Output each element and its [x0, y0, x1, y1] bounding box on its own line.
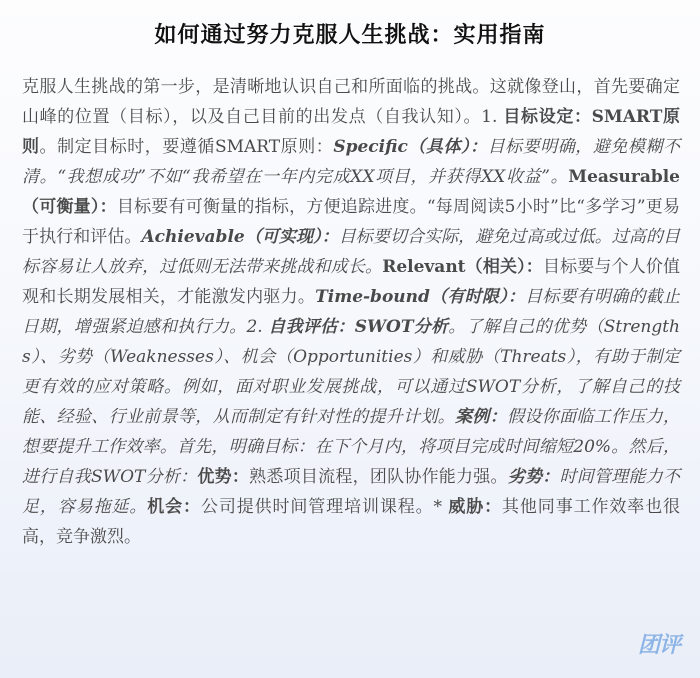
text-segment: 。了解自己的优势（Strengths）、劣势（Weaknesses）、机会（Opportunities）和威胁（Threats），有助于制定更有效的应对策略。例如，面对职业发展挑战，可以通过SWOT分析，了解自己的技能、经验、行业前景等，从而制定有针对性的提升计划。 — [22, 317, 681, 427]
text-segment: Relevant（相关）： — [382, 257, 543, 277]
text-segment: 公司提供时间管理培训课程。* — [200, 497, 449, 517]
brand-logo: 团评 — [637, 633, 680, 658]
text-segment: 机会： — [147, 497, 201, 517]
text-segment: Achievable（可实现）： — [141, 227, 339, 247]
text-segment: 假设你面临工作压力，想要提升工作效率。首先，明确目标：在下个月内，将项目完成时间缩短20%。然后，进行自我SWOT分析： — [22, 407, 681, 487]
text-segment: 目标要切合实际，避免过高或过低。过高的目标容易让人放弃，过低则无法带来挑战和成长。 — [22, 227, 681, 277]
text-segment: Measurable（可衡量）： — [22, 167, 680, 217]
text-segment: 目标设定：SMART原则 — [22, 107, 680, 157]
text-segment: 劣势： — [507, 467, 560, 487]
text-segment: 目标要有明确的截止日期，增强紧迫感和执行力。2. — [22, 287, 680, 337]
text-segment: 威胁： — [448, 497, 503, 517]
text-segment: 目标要明确，避免模糊不清。“我想成功”不如“我希望在一年内完成XX项目，并获得XX收益”。 — [22, 137, 681, 187]
text-segment: 目标要有可衡量的指标，方便追踪进度。“每周阅读5小时”比“多学习”更易于执行和评估。 — [22, 197, 680, 247]
text-segment: Time-bound（有时限）： — [315, 287, 526, 307]
text-segment: 案例： — [455, 407, 508, 427]
text-segment: 时间管理能力不足，容易拖延。 — [22, 467, 681, 517]
text-segment: 目标要与个人价值观和长期发展相关，才能激发内驱力。 — [22, 257, 681, 307]
text-segment: 。制定目标时，要遵循SMART原则： — [39, 137, 334, 157]
text-segment: 优势： — [197, 467, 250, 487]
article-body — [22, 72, 680, 552]
text-segment: 其他同事工作效率也很高，竞争激烈。 — [22, 497, 681, 547]
text-segment: Specific（具体）： — [333, 137, 488, 157]
text-segment: 自我评估：SWOT分析 — [268, 317, 449, 337]
text-segment: 克服人生挑战的第一步，是清晰地认识自己和所面临的挑战。这就像登山，首先要确定山峰的位置（目标），以及自己目前的出发点（自我认知）。1. — [22, 77, 680, 127]
article-title: 如何通过努力克服人生挑战：实用指南 — [154, 22, 546, 48]
text-segment: 熟悉项目流程，团队协作能力强。 — [249, 467, 508, 487]
